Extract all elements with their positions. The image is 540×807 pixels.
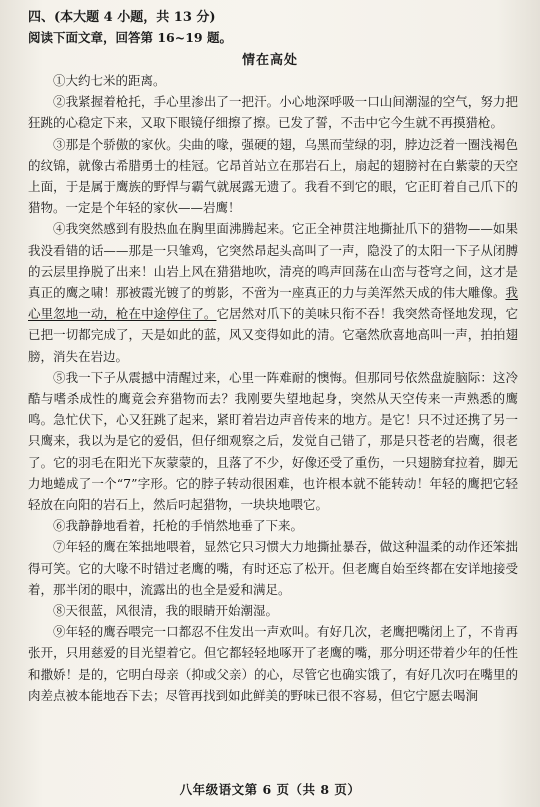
underlined-sentence: 我心里忽地一动，枪在中途停住了。	[28, 285, 518, 322]
paragraph-9-text: ⑨年轻的鹰吞喂完一口都忍不住发出一声欢叫。有好几次，老鹰把嘴闭上了，不肯再张开，只用慈爱的目光望着它。但它都轻轻地啄开了老鹰的嘴，那分明还带着少年的任性和撒娇！是的，它明白母亲（抑或父亲）的心，尽管它也确实饿了，有好几次叼在嘴里的肉差点被本能地吞下去；尽管再找到如此鲜美的野味已很不容易，但它宁愿去喝涧	[28, 624, 518, 703]
paragraph-4-tail: 它居然对爪下的美味只衔不吞！我突然奇怪地发现，它已把一切都完成了，天是如此的蓝，风又变得如此的清。它毫然欣喜地高叫一声，拍拍翅膀，消失在岩边。	[28, 306, 518, 364]
paragraph-6	[28, 515, 518, 536]
paragraph-7	[28, 536, 518, 600]
paragraph-6-text: ⑥我静静地看着，托枪的手悄然地垂了下来。	[53, 518, 304, 534]
paragraph-5-text: ⑤我一下子从震撼中清醒过来，心里一阵难耐的懊悔。但那同号依然盘旋脑际：这冷酷与嗜杀成性的鹰竟会弃猎物而去？我刚要失望地起身，突然从天空传来一声熟悉的鹰鸣。急忙伏下，心又狂跳了起来，紧盯着岩边声音传来的地方。是它！只不过还携了另一只鹰来，我以为是它的爱侣，但仔细观察之后，发觉自己错了，那是只苍老的岩鹰，很老了。它的羽毛在阳光下灰蒙蒙的，且落了不少，好像还受了重伤，一只翅膀耷拉着，脚无力地蜷成了一个“7”字形。它的脖子转动很困难，也许根本就不能转动！年轻的鹰把它轻轻放在向阳的岩石上，然后叼起猎物，一块块地喂它。	[28, 369, 518, 513]
paragraph-9	[28, 621, 518, 706]
paragraph-5	[28, 367, 518, 515]
article-body	[28, 70, 518, 706]
paragraph-2	[28, 91, 518, 133]
article-title: 情在高处	[241, 53, 298, 68]
paragraph-7-text: ⑦年轻的鹰在笨拙地喂着，显然它只习惯大力地撕扯暴吞，做这种温柔的动作还笨拙得可笑。它的大喙不时错过老鹰的嘴，有时还忘了松开。但老鹰自始至终都在安详地接受着，那半闭的眼中，流露出的也全是爱和满足。	[28, 539, 518, 597]
paragraph-2-text: ②我紧握着枪托，手心里渗出了一把汗。小心地深呼吸一口山间潮湿的空气，努力把狂跳的心稳定下来，又取下眼镜仔细擦了擦。已发了誓，不击中它今生就不再摸猎枪。	[28, 94, 518, 131]
paragraph-1-text: ①大约七米的距离。	[53, 73, 166, 88]
paragraph-4-text: ④我突然感到有股热血在胸里面沸腾起来。它正全神贯注地撕扯爪下的猎物——如果我没看错的话——那是一只雏鸡，它突然昂起头高叫了一声，隐没了的太阳一下子从闭膊的云层里挣脱了出来！山岩上风在猎猎地吹，清亮的鸣声回荡在山峦与苍穹之间，这才是真正的鹰之啸！那被霞光镀了的剪影，不啻为一座真正的力与美浑然天成的伟大雕像。	[28, 221, 518, 301]
paragraph-8-text: ⑧天很蓝，风很清，我的眼睛开始潮湿。	[53, 603, 279, 619]
page-footer: 八年级语文第 6 页（共 8 页）	[179, 782, 361, 797]
paragraph-4	[28, 218, 518, 366]
reading-instruction: 阅读下面文章，回答第 16~19 题。	[28, 30, 232, 45]
paragraph-8	[28, 600, 518, 621]
paragraph-3	[28, 134, 518, 219]
section-header: 四、(本大题 4 小题，共 13 分)	[28, 10, 216, 25]
paragraph-3-text: ③那是个骄傲的家伙。尖曲的喙，强硬的翅，乌黑而莹绿的羽，脖边泛着一圈浅褐色的纹锦，就像古希腊勇士的桂冠。它昂首站立在那岩石上，扇起的翅膀衬在白紫蒙的天空上面，于是属于鹰族的野悍与霸气就展露无遗了。我看不到它的眼，它正盯着自己爪下的猎物。一定是个年轻的家伙——岩鹰！	[28, 136, 518, 216]
paragraph-1	[28, 70, 518, 91]
